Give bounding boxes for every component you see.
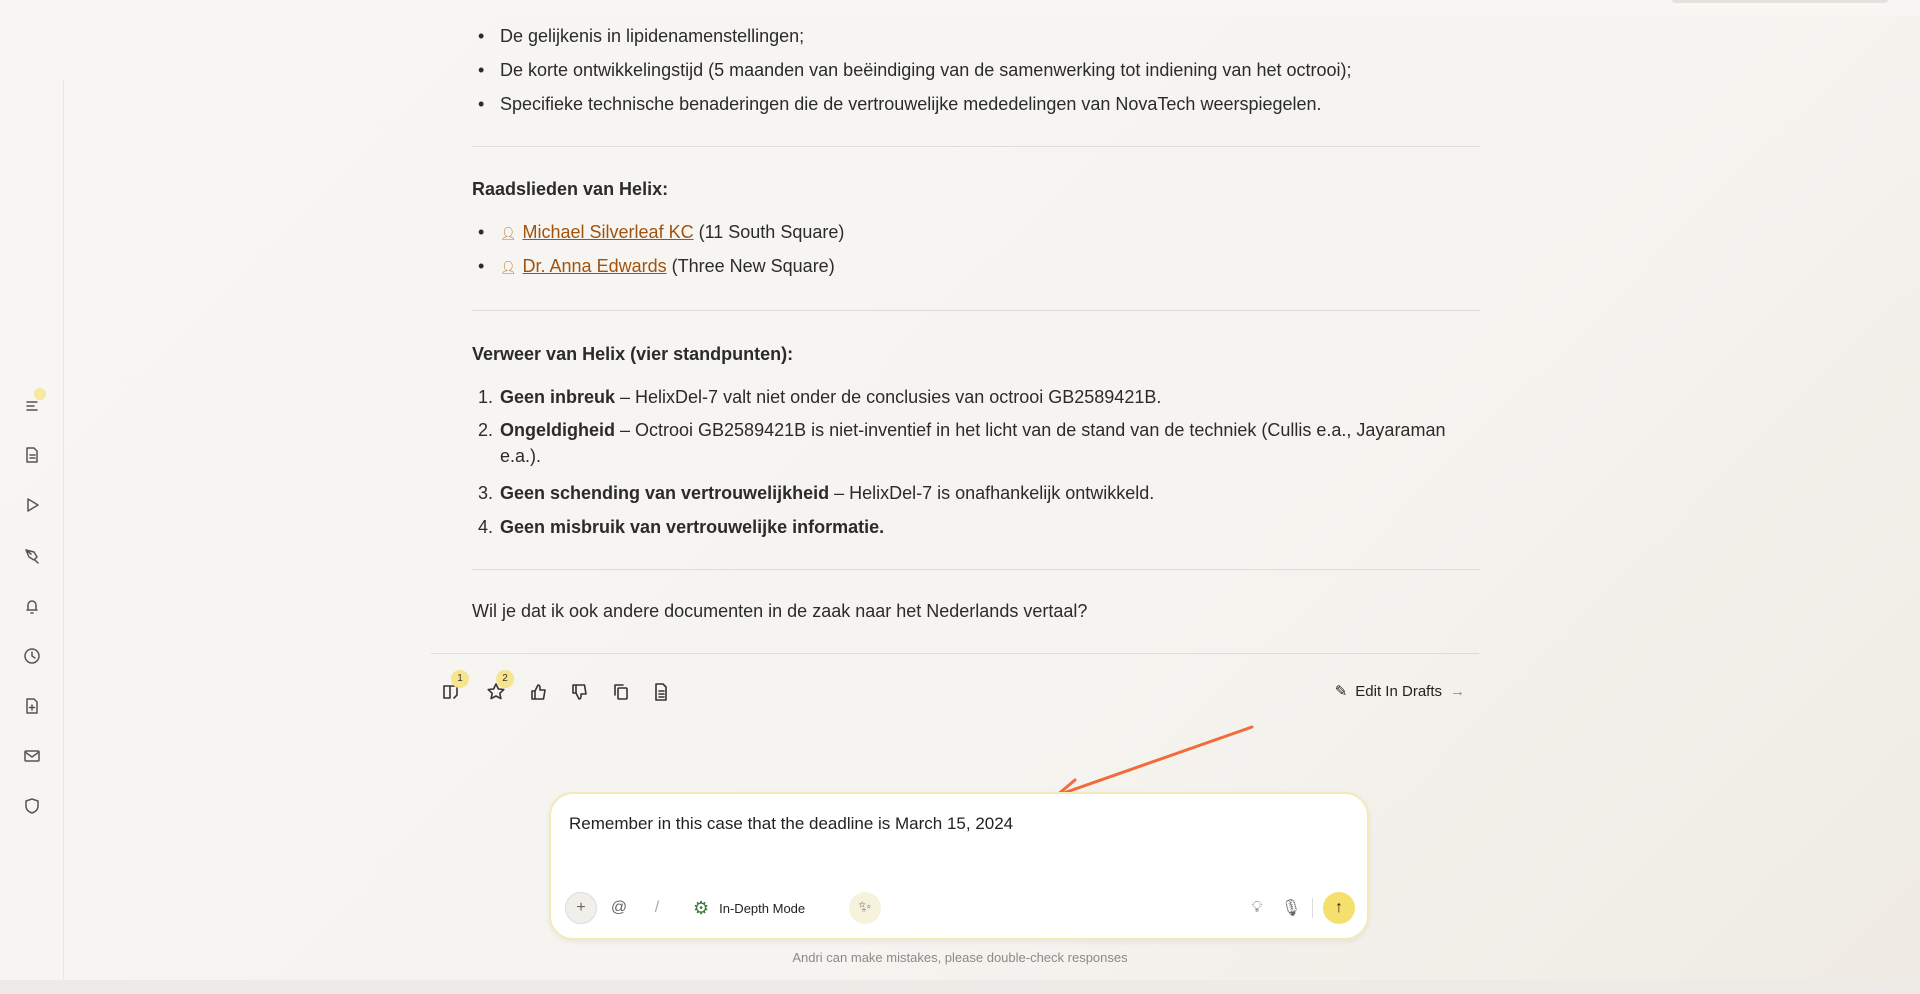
document-icon [23, 446, 41, 464]
sources-badge: 1 [451, 670, 469, 688]
item-text: e.a.). [500, 446, 542, 466]
counsel-detail: (Three New Square) [671, 256, 835, 276]
sidebar-history[interactable] [20, 644, 44, 668]
item-text: – HelixDel-7 valt niet onder de conclusies van octrooi GB2589421B. [615, 387, 1162, 407]
add-button[interactable] [565, 892, 597, 924]
arrow-up-icon: ↑ [1335, 899, 1343, 916]
divider [1312, 898, 1313, 918]
star-badge: 2 [496, 670, 514, 688]
enhance-prompt-button[interactable] [849, 892, 881, 924]
top-button[interactable] [1672, 0, 1888, 3]
bell-icon [23, 597, 41, 615]
mention-button[interactable] [607, 892, 631, 924]
list-item: • Specifieke technische benaderingen die de vertrouwelijke mededelingen van NovaTech weerspiegelen. [478, 94, 1322, 114]
shield-icon [23, 797, 41, 815]
counsel-link[interactable]: Michael Silverleaf KC [522, 222, 694, 242]
person-icon: 👤︎ [500, 260, 517, 275]
counsel-link[interactable]: Dr. Anna Edwards [522, 256, 667, 276]
list-item: 3. Geen schending van vertrouwelijkheid – HelixDel-7 is onafhankelijk ontwikkeld. [478, 483, 1155, 503]
mail-icon [23, 747, 41, 765]
response-actions [431, 653, 1479, 700]
counsel-heading: Raadslieden van Helix: [472, 179, 669, 199]
in-depth-mode-toggle[interactable] [693, 892, 833, 924]
thumbs-up-icon [529, 682, 549, 702]
plus-icon: + [576, 899, 586, 916]
copy-button[interactable] [611, 682, 635, 706]
magic-wand-icon: ✨︎ [858, 899, 872, 916]
disclaimer: Andri can make mistakes, please double-check responses [792, 950, 1128, 965]
notification-dot [34, 388, 46, 400]
item-title: Geen schending van vertrouwelijkheid [500, 483, 830, 503]
sidebar [0, 80, 64, 980]
send-button[interactable] [1323, 892, 1355, 924]
edit-in-drafts-button[interactable] [1335, 682, 1465, 700]
sidebar-play[interactable] [20, 493, 44, 517]
item-text: – HelixDel-7 is onafhankelijk ontwikkeld. [829, 483, 1155, 503]
bullet-text: Specifieke technische benaderingen die de vertrouwelijke mededelingen van NovaTech weerspiegelen. [500, 94, 1322, 114]
defence-heading: Verweer van Helix (vier standpunten): [472, 344, 794, 364]
bottom-bar [0, 980, 1920, 994]
pen-nib-icon [23, 546, 41, 564]
file-plus-icon [23, 697, 41, 715]
sidebar-notifications[interactable] [20, 594, 44, 618]
edit-label: Edit In Drafts [1355, 682, 1442, 700]
export-document-button[interactable] [651, 682, 675, 706]
item-title: Ongeldigheid [500, 420, 615, 440]
command-button[interactable] [647, 892, 667, 924]
list-item: • 👤︎ Dr. Anna Edwards (Three New Square) [478, 256, 835, 276]
play-icon [23, 496, 41, 514]
thumbs-down-button[interactable] [570, 682, 594, 706]
sidebar-documents[interactable] [20, 443, 44, 467]
list-item: • 👤︎ Michael Silverleaf KC (11 South Square) [478, 222, 845, 242]
list-item: 4. Geen misbruik van vertrouwelijke informatie. [478, 517, 885, 537]
thumbs-down-icon [570, 682, 590, 702]
follow-up-question: Wil je dat ik ook andere documenten in de zaak naar het Nederlands vertaal? [472, 601, 1088, 621]
sources-button[interactable] [441, 673, 465, 706]
gear-icon: ⚙ [693, 897, 710, 918]
mode-label: In-Depth Mode [719, 900, 806, 916]
microphone-icon: 🎙︎ [1280, 900, 1302, 917]
thumbs-up-button[interactable] [529, 682, 553, 706]
sidebar-mail[interactable] [20, 744, 44, 768]
sidebar-drafting[interactable] [20, 543, 44, 567]
copy-icon [611, 682, 631, 702]
counsel-detail: (11 South Square) [698, 222, 845, 242]
list-item: 1. Geen inbreuk – HelixDel-7 valt niet onder de conclusies van octrooi GB2589421B. [478, 387, 1162, 407]
arrow-right-icon: → [1450, 682, 1465, 700]
list-item: 2. Ongeldigheid – Octrooi GB2589421B is niet-inventief in het licht van de stand van de techniek (Cullis e.a., Jayaraman e.a.). [478, 420, 1446, 466]
divider [472, 146, 1480, 147]
clock-icon [23, 647, 41, 665]
bullet-text: De gelijkenis in lipidenamenstellingen; [500, 26, 805, 46]
at-icon: @ [610, 899, 628, 916]
voice-button[interactable] [1279, 892, 1303, 924]
slash-icon: / [654, 899, 660, 916]
item-title: Geen inbreuk [500, 387, 616, 407]
input-toolbar [565, 892, 1355, 924]
list-item: • De gelijkenis in lipidenamenstellingen; [478, 26, 805, 46]
chat-input-box[interactable] [549, 792, 1369, 940]
sidebar-menu[interactable] [20, 394, 44, 418]
item-title: Geen misbruik van vertrouwelijke informatie. [500, 517, 885, 537]
sidebar-new-document[interactable] [20, 694, 44, 718]
person-icon: 👤︎ [500, 226, 517, 241]
ideas-button[interactable] [1245, 892, 1269, 924]
divider [472, 310, 1480, 311]
favorite-button[interactable] [486, 673, 510, 706]
divider [472, 569, 1480, 570]
pencil-icon: ✎ [1334, 683, 1348, 700]
document-icon [651, 682, 671, 702]
list-item: • De korte ontwikkelingstijd (5 maanden van beëindiging van de samenwerking tot indiening van het octrooi); [478, 60, 1352, 80]
lightbulb-icon: 💡︎ [1251, 899, 1263, 916]
bullet-text: De korte ontwikkelingstijd (5 maanden van beëindiging van de samenwerking tot indiening van het octrooi); [500, 60, 1352, 80]
top-bar [0, 0, 1920, 16]
item-text: – Octrooi GB2589421B is niet-inventief in het licht van de stand van de techniek (Cullis e.a., Jayaraman [615, 420, 1446, 440]
message-input[interactable]: Remember in this case that the deadline is March 15, 2024 [569, 814, 1014, 833]
sidebar-security[interactable] [20, 794, 44, 818]
